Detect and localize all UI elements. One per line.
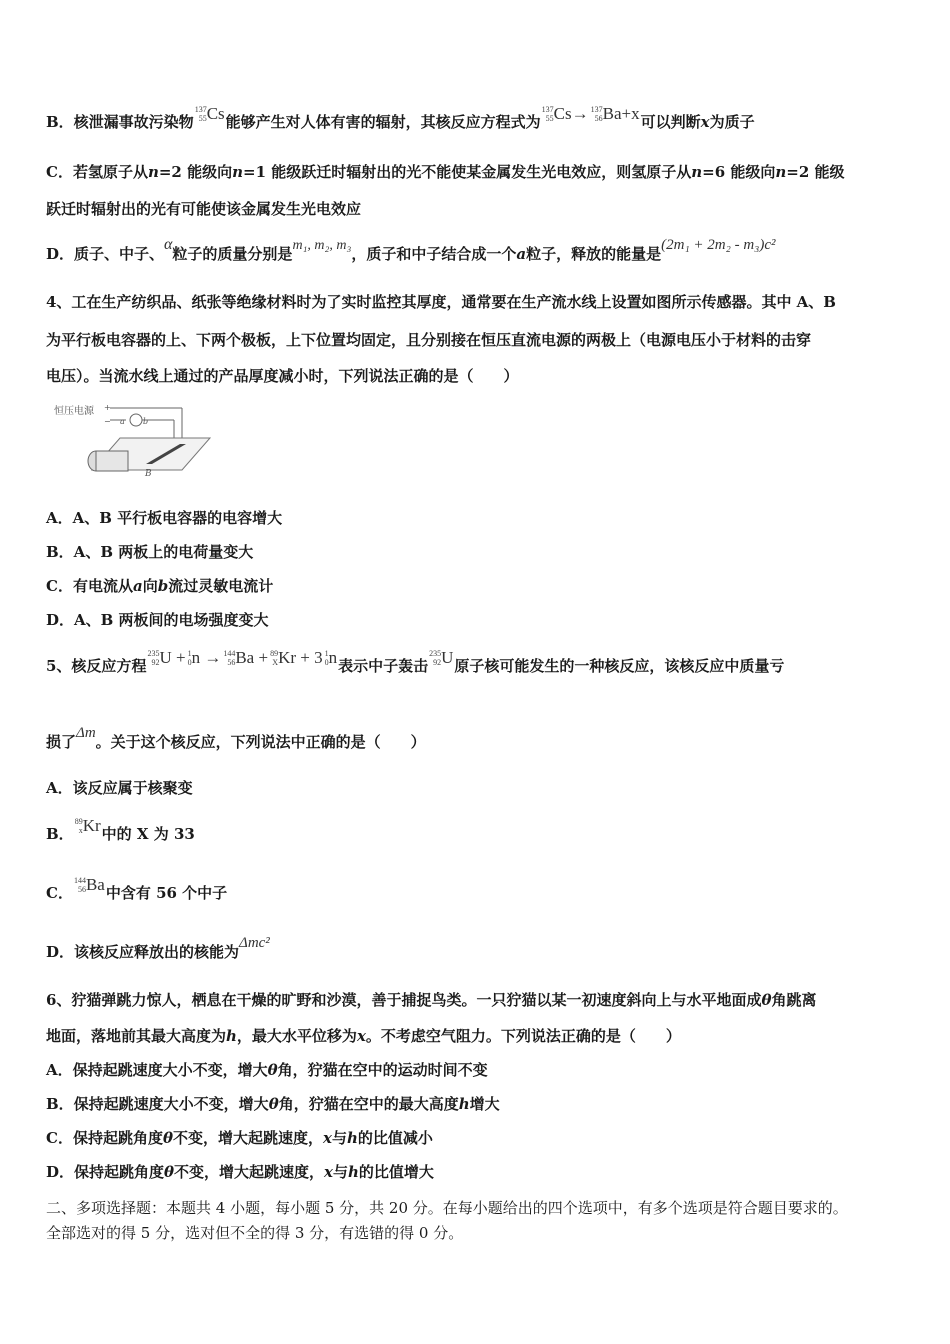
q6-option-b: [46, 1094, 910, 1114]
ba144-isotope: [223, 647, 268, 668]
sensor-diagram: [52, 400, 222, 480]
q4-c-text-c: 流过灵敏电流计: [168, 577, 274, 595]
u235-target-isotope: [429, 647, 453, 668]
q3-c-text-c: =1 能级跃迁时辐射出的光不能使某金属发生光电效应，则氢原子从: [243, 163, 692, 181]
q6-d-text-b: 不变，增大起跳速度，: [174, 1163, 325, 1181]
x-symbol: x: [356, 1027, 366, 1045]
q5-stem-line2: [46, 725, 910, 753]
capacitor-sensor-figure: [52, 400, 222, 480]
q5-suffix: 原子核可能发生的一种核反应，该核反应中质量亏: [454, 657, 785, 675]
q3-option-c-line2: [46, 199, 910, 219]
q6-d-text-d: 的比值增大: [358, 1163, 434, 1181]
mass-defect: Δm: [76, 725, 96, 741]
eq-ba-mass: 137: [590, 104, 603, 114]
q3-d-mid3: 粒子，释放的能量是: [526, 245, 662, 263]
energy-expression: (2m₁ + 2m₂ - m₃)c²: [661, 237, 776, 253]
q6-d-x: x: [324, 1163, 333, 1181]
q5-b-suffix: 中的 X 为 33: [101, 825, 195, 843]
q5-option-a: [46, 778, 910, 798]
q4-stem-line2: [46, 330, 910, 350]
q5-option-b: [46, 815, 910, 846]
n2-mass: 1: [324, 648, 329, 658]
q6-b-text-a: B．保持起跳速度大小不变，增大: [46, 1095, 269, 1113]
q3-d-mid2: ，质子和中子结合成一个: [351, 245, 517, 263]
label-B: B: [145, 469, 152, 479]
ba-symbol: Ba +: [235, 647, 269, 667]
q5-b-prefix: B．: [46, 825, 74, 843]
q6-b-h: h: [458, 1095, 470, 1113]
section2-line2-text: 全部选对的得 5 分，选对但不全的得 3 分，有选错的得 0 分。: [46, 1224, 464, 1242]
q3-option-d: [46, 236, 910, 266]
q4-option-c: [46, 576, 910, 596]
q4-option-d: [46, 610, 910, 630]
q3-b-prefix: B．核泄漏事故污染物: [46, 113, 194, 131]
q5-b-mass: 89: [74, 816, 83, 826]
q6-c-h: h: [346, 1129, 358, 1147]
u-atomic: 92: [151, 657, 160, 667]
eq-cs-atomic: 55: [545, 113, 554, 123]
label-a: a: [120, 417, 125, 426]
ba-atomic: 56: [227, 657, 236, 667]
q6-c-text-d: 的比值减小: [357, 1129, 433, 1147]
q3-b-suffix-a: 可以判断: [640, 113, 701, 131]
u-symbol: U +: [159, 647, 186, 667]
q5-line2-b: 。关于这个核反应，下列说法中正确的是（ ）: [95, 733, 426, 751]
q5-line2-a: 损了: [46, 733, 77, 751]
q6-a-text-b: 角，狞猫在空中的运动时间不变: [277, 1061, 488, 1079]
q6-b-text-b: 角，狞猫在空中的最大高度: [278, 1095, 459, 1113]
nuclear-energy-expression: Δmc²: [239, 935, 270, 951]
q5-stem-line1: [46, 647, 910, 678]
q4-line2-text: 为平行板电容器的上、下两个极板，上下位置均固定，且分别接在恒压直流电源的两极上（电源电压小于材料的击穿: [46, 331, 812, 349]
q3-c-n4: n: [775, 163, 787, 181]
q4-a-text: A．A、B 平行板电容器的电容增大: [46, 509, 283, 527]
q4-stem-line1: [46, 292, 910, 312]
n2-atomic: 0: [324, 657, 329, 667]
eq-cs-symbol: Cs→: [553, 103, 589, 123]
u2-symbol: U: [441, 647, 454, 667]
n-symbol: n →: [191, 647, 222, 667]
q6-stem-line2: [46, 1026, 910, 1046]
q3-c-line2-text: 跃迁时辐射出的光有可能使该金属发生光电效应: [46, 200, 362, 218]
roller-body: [96, 451, 128, 471]
ba-mass: 144: [223, 648, 236, 658]
q6-c-theta: θ: [162, 1129, 173, 1147]
q6-line2-c: 。不考虑空气阻力。下列说法正确的是（ ）: [365, 1027, 681, 1045]
q3-d-mid1: 粒子的质量分别是: [172, 245, 293, 263]
q5-prefix: 5、核反应方程: [46, 657, 147, 675]
q6-d-h: h: [348, 1163, 359, 1181]
q5-b-atomic: x: [78, 825, 83, 835]
q4-c-text-b: 向: [142, 577, 158, 595]
n-mass: 1: [187, 648, 192, 658]
q5-option-c: [46, 874, 910, 905]
q4-c-text-a: C．有电流从: [46, 577, 133, 595]
q6-d-text-a: D．保持起跳角度: [46, 1163, 165, 1181]
cs-isotope: [195, 103, 225, 124]
cs-symbol: Cs: [206, 103, 225, 123]
cs-atomic-number: 55: [198, 113, 207, 123]
q3-c-n1: n: [147, 163, 159, 181]
q5-c-symbol: Ba: [85, 874, 105, 894]
q5-b-symbol: Kr: [82, 815, 101, 835]
q3-d-prefix: D．质子、中子、: [46, 245, 165, 263]
section2-line2: [46, 1223, 910, 1243]
q4-c-b: b: [157, 577, 169, 595]
q5-c-prefix: C．: [46, 884, 73, 902]
q4-d-text: D．A、B 两板间的电场强度变大: [46, 611, 269, 629]
eq-cs-isotope: [542, 103, 589, 124]
q6-c-text-a: C．保持起跳角度: [46, 1129, 163, 1147]
mass-symbols: m₁, m₂, m₃: [292, 238, 352, 253]
q6-c-text-b: 不变，增大起跳速度，: [172, 1129, 323, 1147]
q6-b-theta: θ: [268, 1095, 279, 1113]
q6-a-text-a: A．保持起跳速度大小不变，增大: [46, 1061, 268, 1079]
q3-d-a: a: [516, 245, 527, 263]
q5-b-kr-isotope: [75, 815, 101, 836]
plus-sign: +: [104, 403, 111, 412]
q3-b-mid: 能够产生对人体有害的辐射，其核反应方程式为: [225, 113, 541, 131]
q4-line3-text: 电压）。当流水线上通过的产品厚度减小时，下列说法正确的是（ ）: [46, 367, 519, 385]
neutron-isotope: [188, 647, 222, 668]
q5-c-suffix: 中含有 56 个中子: [105, 884, 228, 902]
n-atomic: 0: [187, 657, 192, 667]
q6-c-x: x: [322, 1129, 332, 1147]
q6-c-text-c: 与: [331, 1129, 347, 1147]
eq-ba-atomic: 56: [594, 113, 603, 123]
q4-c-a: a: [132, 577, 143, 595]
q6-stem-line1: [46, 990, 910, 1010]
kr89-isotope: [270, 647, 323, 668]
q3-option-b: [46, 103, 910, 134]
neutron2-isotope: [325, 647, 338, 668]
q5-option-d: [46, 935, 910, 963]
n2-symbol: n: [328, 647, 338, 667]
q3-c-text-d: =6 能级向: [702, 163, 776, 181]
h-symbol: h: [226, 1027, 237, 1045]
q3-option-c-line1: [46, 162, 910, 182]
q6-line2-b: ，最大水平位移为: [236, 1027, 357, 1045]
kr-atomic: X: [272, 657, 279, 667]
u-mass: 235: [147, 648, 160, 658]
q3-c-n2: n: [232, 163, 243, 181]
theta-symbol: θ: [761, 991, 772, 1009]
eq-ba-isotope: [591, 103, 640, 124]
q6-d-text-c: 与: [333, 1163, 349, 1181]
q6-option-c: [46, 1128, 910, 1148]
q5-d-prefix: D．该核反应释放出的核能为: [46, 943, 240, 961]
kr-symbol: Kr + 3: [278, 647, 323, 667]
q3-c-text-a: C．若氢原子从: [46, 163, 148, 181]
power-supply-label: 恒压电源: [54, 406, 94, 417]
q6-b-text-c: 增大: [469, 1095, 500, 1113]
q4-b-text: B．A、B 两板上的电荷量变大: [46, 543, 254, 561]
eq-ba-symbol: Ba+x: [602, 103, 640, 123]
kr-mass: 89: [270, 648, 279, 658]
q4-option-a: [46, 508, 910, 528]
label-b: b: [143, 417, 149, 426]
q3-c-text-b: =2 能级向: [158, 163, 233, 181]
alpha-symbol: α: [164, 236, 173, 253]
q6-a-theta: θ: [267, 1061, 278, 1079]
q3-c-text-e: =2 能级: [786, 163, 845, 181]
q4-option-b: [46, 542, 910, 562]
q5-mid: 表示中子轰击: [338, 657, 429, 675]
q6-d-theta: θ: [164, 1163, 175, 1181]
q6-line1-a: 6、狞猫弹跳力惊人，栖息在干燥的旷野和沙漠，善于捕捉鸟类。一只狞猫以某一初速度斜向上与水平地面成: [46, 991, 762, 1009]
u235-isotope: [147, 647, 185, 668]
q3-c-n3: n: [691, 163, 703, 181]
u2-mass: 235: [429, 648, 442, 658]
eq-cs-mass: 137: [541, 104, 554, 114]
q6-line1-b: 角跳离: [771, 991, 817, 1009]
section2-line1: [46, 1198, 910, 1218]
q5-c-ba-isotope: [74, 874, 105, 895]
q3-b-suffix-b: 为质子: [709, 113, 755, 131]
cs-mass-number: 137: [194, 104, 207, 114]
q3-b-x: x: [700, 113, 710, 131]
q6-option-a: [46, 1060, 910, 1080]
q6-option-d: [46, 1162, 910, 1182]
minus-sign: −: [104, 417, 111, 426]
u2-atomic: 92: [433, 657, 442, 667]
q6-line2-a: 地面，落地前其最大高度为: [46, 1027, 227, 1045]
q4-stem-line3: [46, 366, 910, 386]
q4-line1-text: 4、工在生产纺织品、纸张等绝缘材料时为了实时监控其厚度，通常要在生产流水线上设置如图所示传感器。其中 A、B: [46, 293, 836, 311]
q5-c-atomic: 56: [77, 884, 86, 894]
q5-c-mass: 144: [73, 875, 86, 885]
galvanometer-icon: [130, 414, 142, 426]
q5-a-text: A．该反应属于核聚变: [46, 779, 193, 797]
section2-line1-text: 二、多项选择题：本题共 4 小题，每小题 5 分，共 20 分。在每小题给出的四个选项中，有多个选项是符合题目要求的。: [46, 1199, 848, 1217]
